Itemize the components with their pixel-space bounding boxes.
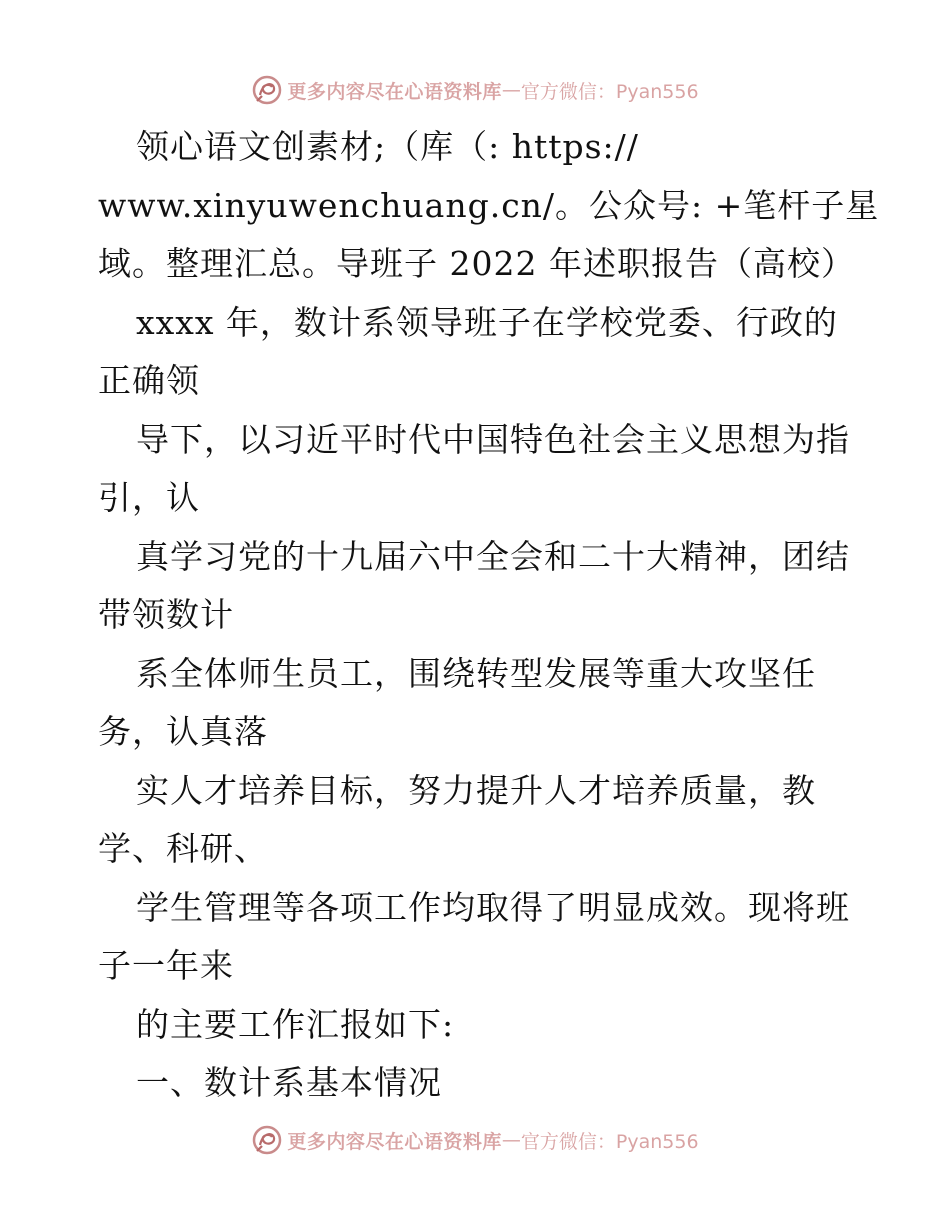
chinese-knot-logo-icon [251,1124,283,1156]
text-line: 实人才培养目标，努力提升人才培养质量，教 [136,770,816,810]
watermark-wechat: 官方微信：Pyan556 [520,80,699,103]
text-line: 引，认 [98,478,200,517]
watermark-title: 更多内容尽在心语资料库 [287,1130,502,1153]
text-line: xxxx 年，数计系领导班子在学校党委、行政的 [136,302,838,342]
watermark-dash: — [501,1129,521,1151]
text-line: 领心语文创素材;（库（: https:// [136,127,639,166]
watermark-wechat: 官方微信：Pyan556 [520,1130,699,1153]
text-line: 真学习党的十九届六中全会和二十大精神，团结 [136,536,850,576]
text-line: www.xinyuwenchuang.cn/。公众号: +笔杆子星 [98,185,880,225]
document-body [98,118,880,1113]
chinese-knot-logo-icon [251,74,283,106]
footer-watermark [0,1120,950,1160]
section-heading: 一、数计系基本情况 [136,1063,442,1102]
text-line: 正确领 [98,361,200,400]
text-line: 导下，以习近平时代中国特色社会主义思想为指 [136,419,850,459]
watermark-title: 更多内容尽在心语资料库 [287,80,502,103]
text-line: 的主要工作汇报如下: [136,1004,455,1044]
text-line: 学、科研、 [98,829,268,868]
text-line: 务，认真落 [98,712,268,751]
text-line: 学生管理等各项工作均取得了明显成效。现将班 [136,887,850,927]
text-line: 系全体师生员工，围绕转型发展等重大攻坚任 [136,653,816,693]
watermark-dash: — [501,79,521,101]
text-line: 带领数计 [98,595,234,634]
header-watermark [0,70,950,110]
text-line: 子一年来 [98,946,234,985]
text-line: 域。整理汇总。导班子 2022 年述职报告（高校） [98,244,855,283]
